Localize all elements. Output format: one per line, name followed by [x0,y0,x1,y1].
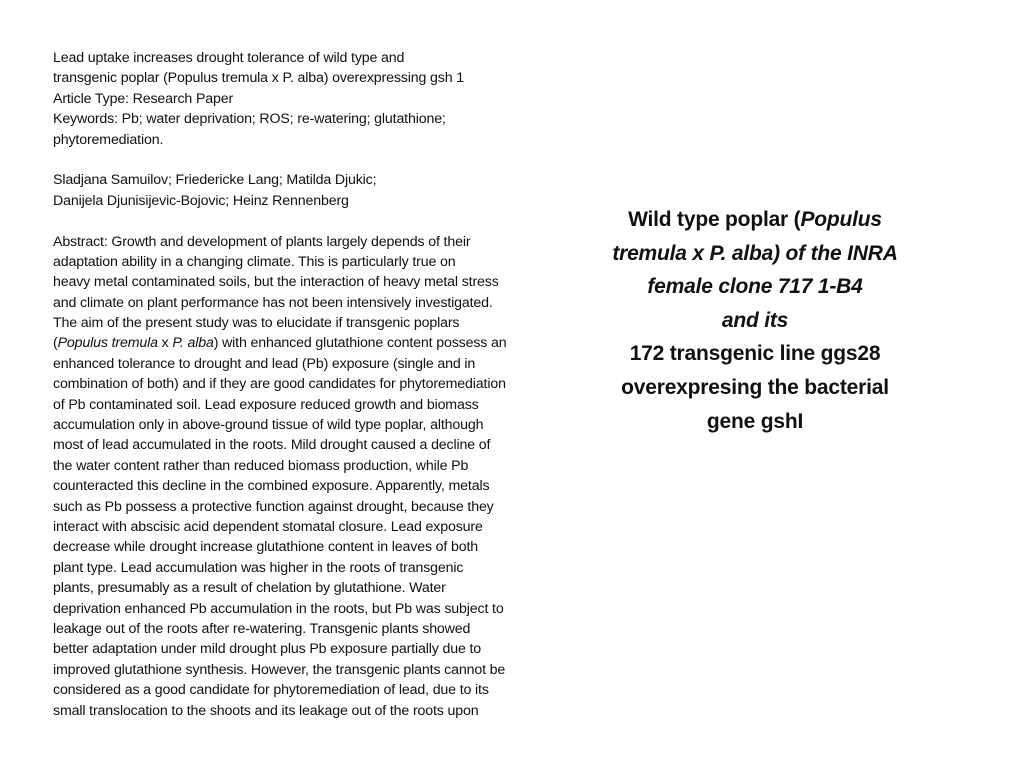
caption-line-2 [575,237,935,271]
spacer [53,150,583,170]
caption-line-5: 172 transgenic line ggs28 [629,342,881,366]
abstract-line: decrease while drought increase glutathione content in leaves of both [53,539,479,556]
keywords-line-1: Keywords: Pb; water deprivation; ROS; re-watering; glutathione; [53,111,446,128]
abstract-line: adaptation ability in a changing climate. This is particularly true on [53,253,456,270]
species-genus: Populus tremula [57,335,158,352]
species-rest: ) with enhanced glutathione content possess an [213,335,507,352]
article-type: Article Type: Research Paper [53,90,234,107]
caption-wild-type: Wild type poplar ( [628,208,801,231]
abstract-line: Abstract: Growth and development of plants largely depends of their [53,233,471,250]
paren-open: ( [53,335,58,352]
abstract-line: The aim of the present study was to elucidate if transgenic poplars [53,315,460,332]
abstract-line: and climate on plant performance has not been intensively investigated. [53,294,493,311]
caption-line-6: overexpresing the bacterial [621,375,889,399]
caption-and-its: and its [721,308,789,332]
title-line-1: Lead uptake increases drought tolerance of wild type and [53,50,405,66]
caption-line-7: gene gshI [706,409,804,433]
species-alba: P. alba [172,335,214,352]
slide-caption [575,203,935,438]
authors-line-1: Sladjana Samuilov; Friedericke Lang; Matilda Djukic; [53,172,377,189]
abstract-line: counteracted this decline in the combined exposure. Apparently, metals [53,478,490,495]
authors-line-2: Danijela Djunisijevic-Bojovic; Heinz Rennenberg [53,192,349,209]
caption-clone: female clone 717 1-B4 [647,275,863,299]
abstract-line: such as Pb possess a protective function against drought, because they [53,498,494,515]
caption-line-1 [575,203,935,237]
abstract-line: the water content rather than reduced biomass production, while Pb [53,457,469,474]
abstract-line: accumulation only in above-ground tissue of wild type poplar, although [53,417,484,434]
species-x: x [157,335,173,352]
keywords-line-2: phytoremediation. [53,131,164,148]
abstract-line: enhanced tolerance to drought and lead (Pb) exposure (single and in [53,355,476,372]
abstract-line: combination of both) and if they are good candidates for phytoremediation [53,376,506,393]
abstract-line-species [53,333,583,353]
abstract-line: deprivation enhanced Pb accumulation in the roots, but Pb was subject to [53,600,504,617]
title-line-2: transgenic poplar (Populus tremula x P. alba) overexpressing gsh 1 [53,70,464,87]
caption-line-3 [575,270,935,304]
caption-populus: Populus [800,208,882,231]
abstract-line: small translocation to the shoots and its leakage out of the roots upon [53,702,479,719]
caption-species: tremula x P. alba) of the INRA [612,241,898,265]
abstract-line: most of lead accumulated in the roots. Mild drought caused a decline of [53,437,491,454]
abstract-line: plants, presumably as a result of chelation by glutathione. Water [53,580,446,597]
abstract-line: of Pb contaminated soil. Lead exposure reduced growth and biomass [53,396,479,413]
abstract-line: leakage out of the roots after re-watering. Transgenic plants showed [53,620,471,637]
caption-line-4 [575,304,935,338]
abstract-line: interact with abscisic acid dependent stomatal closure. Lead exposure [53,518,483,535]
abstract-line: better adaptation under mild drought plus Pb exposure partially due to [53,641,482,658]
abstract-line: heavy metal contaminated soils, but the interaction of heavy metal stress [53,274,499,291]
abstract-line: improved glutathione synthesis. However, the transgenic plants cannot be [53,661,506,678]
abstract-line: considered as a good candidate for phytoremediation of lead, due to its [53,682,489,699]
spacer [53,211,583,231]
abstract-line: plant type. Lead accumulation was higher in the roots of transgenic [53,559,464,576]
abstract-text-column [53,48,583,721]
